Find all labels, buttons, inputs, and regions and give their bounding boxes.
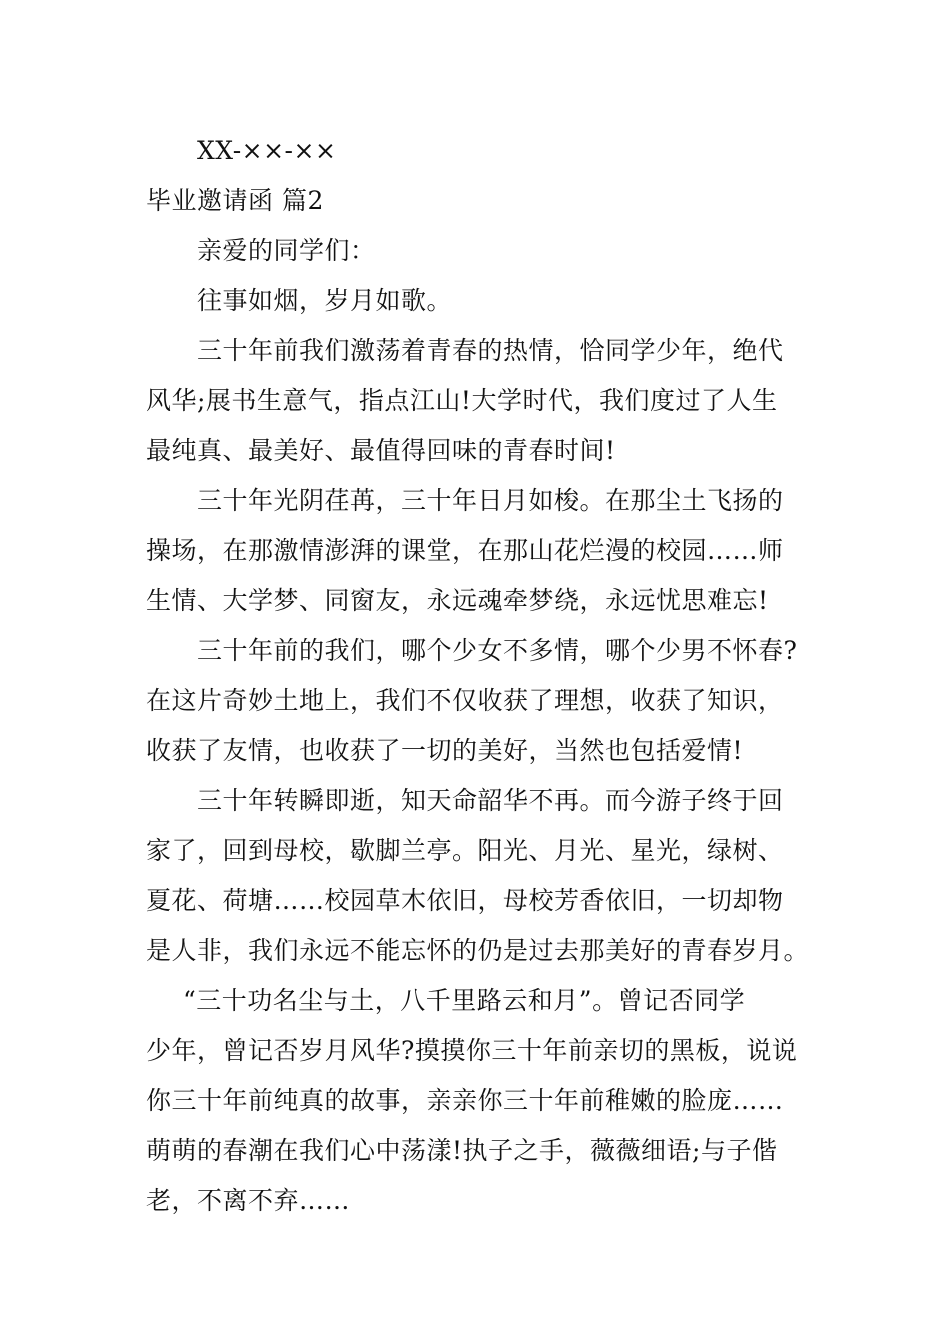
paragraph-line: 夏花、荷塘……校园草木依旧，母校芳香依旧，一切却物 xyxy=(146,886,784,915)
paragraph-line: 你三十年前纯真的故事，亲亲你三十年前稚嫩的脸庞…… xyxy=(146,1086,784,1115)
paragraph-line: 风华;展书生意气，指点江山!大学时代，我们度过了人生 xyxy=(146,386,778,415)
paragraph-line: 少年，曾记否岁月风华?摸摸你三十年前亲切的黑板，说说 xyxy=(146,1036,798,1065)
date-line: XX-××-×× xyxy=(197,136,337,165)
paragraph-line: 往事如烟，岁月如歌。 xyxy=(197,286,453,315)
paragraph-line: 三十年前我们激荡着青春的热情，恰同学少年，绝代 xyxy=(197,336,784,365)
paragraph-line: 萌萌的春潮在我们心中荡漾!执子之手，薇薇细语;与子偕 xyxy=(146,1136,778,1165)
paragraph-line: 老，不离不弃…… xyxy=(146,1186,351,1215)
paragraph-line: 操场，在那激情澎湃的课堂，在那山花烂漫的校园……师 xyxy=(146,536,784,565)
section-title: 毕业邀请函 篇2 xyxy=(146,186,324,215)
paragraph-line: 是人非，我们永远不能忘怀的仍是过去那美好的青春岁月。 xyxy=(146,936,810,965)
paragraph-line: 三十年前的我们，哪个少女不多情，哪个少男不怀春? xyxy=(197,636,798,665)
paragraph-line: 生情、大学梦、同窗友，永远魂牵梦绕，永远忧思难忘! xyxy=(146,586,769,615)
paragraph-line: 在这片奇妙土地上，我们不仅收获了理想，收获了知识， xyxy=(146,686,784,715)
paragraph-line: 家了，回到母校，歇脚兰亭。阳光、月光、星光，绿树、 xyxy=(146,836,784,865)
paragraph-line: 三十年转瞬即逝，知天命韶华不再。而今游子终于回 xyxy=(197,786,784,815)
paragraph-line: 三十年光阴荏苒，三十年日月如梭。在那尘土飞扬的 xyxy=(197,486,784,515)
paragraph-line: 收获了友情，也收获了一切的美好，当然也包括爱情! xyxy=(146,736,744,765)
paragraph-line: “三十功名尘与土，八千里路云和月”。曾记否同学 xyxy=(183,986,746,1015)
salutation: 亲爱的同学们： xyxy=(197,236,376,265)
paragraph-line: 最纯真、最美好、最值得回味的青春时间! xyxy=(146,436,616,465)
